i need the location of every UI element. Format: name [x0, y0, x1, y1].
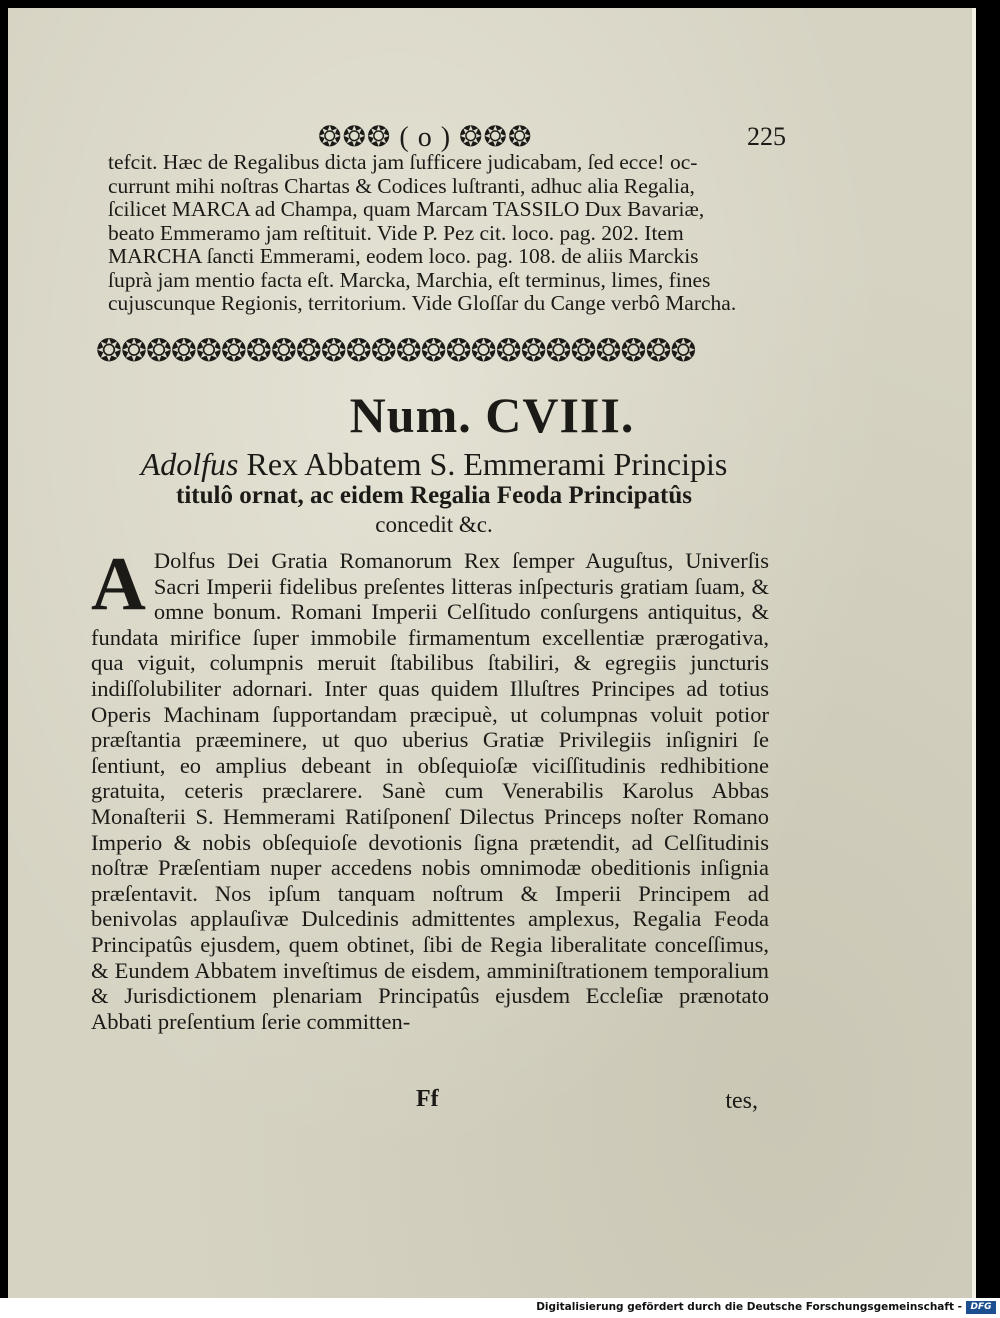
top-paragraph	[108, 151, 774, 316]
drop-cap: A	[91, 542, 146, 626]
page-edge	[972, 8, 976, 1298]
dfg-logo: DFG	[966, 1301, 996, 1314]
heading-line-3: concedit &c.	[375, 512, 493, 537]
divider-ornament: ❂❂❂❂❂❂❂❂❂❂❂❂❂❂❂❂❂❂❂❂❂❂❂❂	[96, 334, 696, 368]
heading-line-2: titulô ornat, ac eidem Regalia Feoda Principatûs	[176, 482, 692, 509]
funding-credit: Digitalisierung gefördert durch die Deutsche Forschungsgemeinschaft -	[536, 1301, 962, 1313]
ornamental-divider	[96, 334, 772, 368]
text-line: tefcit. Hæc de Regalibus dicta jam ſufficere judicabam, ſed ecce! oc-	[108, 150, 698, 174]
text-line: beato Emmeramo jam reſtituit. Vide P. Pez cit. loco. pag. 202. Item	[108, 220, 684, 245]
text-line: ſcilicet MARCA ad Champa, quam Marcam TASSILO Dux Bavariæ,	[108, 197, 705, 221]
charter-text: Dolfus Dei Gratia Romanorum Rex ſemper Auguſtus, Univerſis Sacri Imperii fidelibus preſentes litteras inſpecturis gratiam ſuam, & omne bonum. Romani Imperii Celſitudo conſurgens antiquitus, & fundata mirifice ſuper immobile firmamentum excellentiæ prærogativa, qua viguit, columpnis meruit ſtabilibus ſtabiliri, & egregiis juncturis indiſſolubiliter adornari. Inter quas quidem Illuſtres Principes ad totius Operis Machinam ſupportandam præcipuè, ut columpnas voluit potior præſtantia præeminere, ut quo uberius Gratiæ Privilegiis inſigniri ſe ſentiunt, eo amplius debeant in obſequioſæ viciſſitudinis redhibitione gratuita, ceteris præclarere. Sanè cum Venerabilis Karolus Abbas Monaſterii S. Hemmerami Ratiſponenſ Dilectus Princeps noſter Romano Imperio & nobis obſequioſe devotionis ſigna prætendit, ad Celſitudinis noſtræ Præſentiam nuper accedens nobis omnimodæ obeditionis inſignia præſentavit. Nos ipſum tanquam noſtrum & Imperii Principem ad benivolas applauſivæ Dulcedinis admittentes amplexus, Regalia Feoda Principatûs ejusdem, quem obtinet, ſibi de Regia liberalitate conceſſimus, & Eundem Abbatem inveſtimus de eisdem, amminiſtrationem temporalium & Jurisdictionem plenariam Principatûs ejusdem Eccleſiæ prænotato Abbati preſentium ſerie committen-	[91, 548, 769, 1034]
heading-name: Adolfus	[140, 446, 239, 482]
header-ornament: ❂❂❂ ( o ) ❂❂❂	[318, 122, 533, 153]
catchword: tes,	[725, 1088, 758, 1114]
heading-line-1-rest: Rex Abbatem S. Emmerami Principis	[238, 446, 728, 482]
page-number: 225	[747, 122, 786, 151]
heading-line-1	[84, 448, 784, 481]
signature-mark: Ff	[416, 1086, 439, 1112]
text-line: MARCHA ſancti Emmerami, eodem loco. pag. 108. de aliis Marckis	[108, 244, 699, 268]
document-heading	[84, 448, 784, 539]
document-number-title: Num. CVIII.	[349, 387, 635, 443]
text-line: currunt mihi noſtras Chartas & Codices luſtranti, adhuc alia Regalia,	[108, 173, 695, 198]
scanned-page	[8, 8, 976, 1298]
text-line: ſuprà jam mentio facta eſt. Marcka, Marchia, eſt terminus, limes, fines	[108, 267, 711, 292]
text-line: cujuscunque Regionis, territorium. Vide Gloſſar du Cange verbô Marcha.	[108, 291, 737, 315]
charter-body	[91, 542, 769, 1034]
credit-bar	[0, 1298, 1000, 1318]
